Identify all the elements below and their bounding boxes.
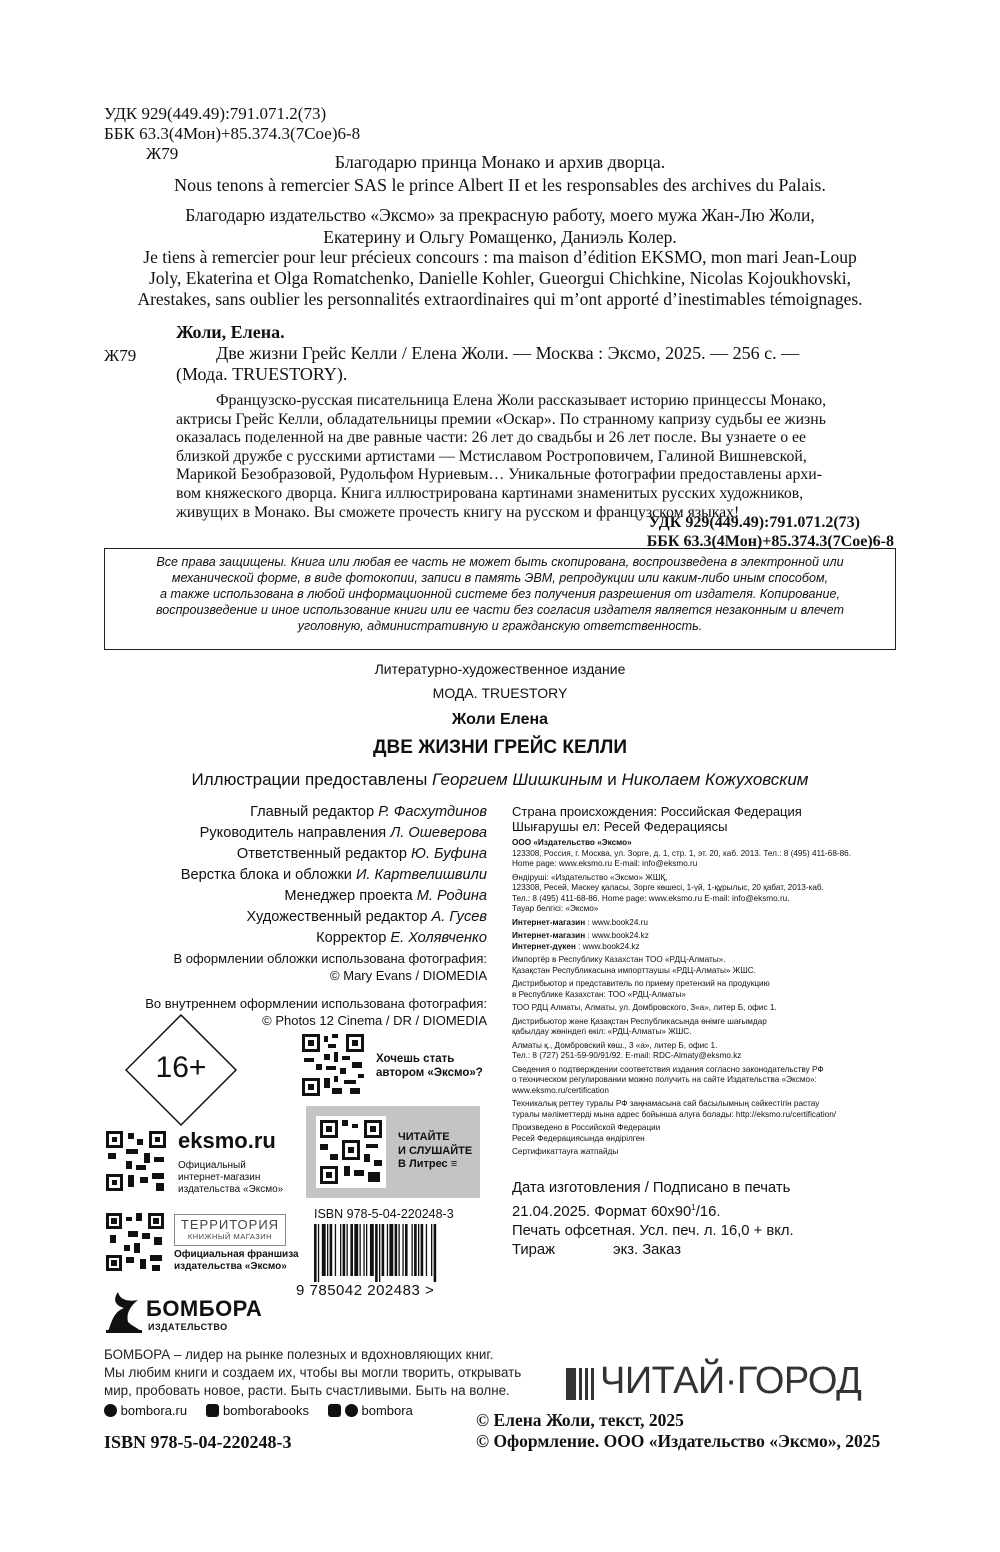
bombora-logo-text: БОМБОРА (146, 1296, 263, 1321)
barcode-bar (354, 1224, 358, 1276)
barcode-bar (387, 1224, 388, 1276)
cover-photo-credit: © Mary Evans / DIOMEDIA (330, 968, 487, 983)
bombora-site-link[interactable]: bombora.ru (120, 1403, 188, 1418)
print-info (512, 1179, 794, 1260)
barcode-bar (318, 1224, 319, 1282)
territory-logo[interactable]: ТЕРРИТОРИЯ КНИЖНЫЙ МАГАЗИН (174, 1214, 286, 1246)
barcode-bar (347, 1224, 348, 1276)
annotation-line: Марикой Безобразовой, Рудольфом Нуриевым… Уникальные фотографии предоставлены архи- (176, 466, 822, 484)
barcode-bar (434, 1224, 437, 1282)
bombora-logo-sub: ИЗДАТЕЛЬСТВО (148, 1322, 228, 1332)
annotation-line: актрисы Грейс Келли, обладательницы премии «Оскар». По странному капризу судьбы ее жизнь (176, 410, 826, 428)
edition-type: Литературно-художественное издание (374, 661, 626, 677)
eksmo-qr-icon[interactable] (106, 1131, 166, 1191)
bombora-slogan: БОМБОРА – лидер на рынке полезных и вдохновляющих книг. Мы любим книги и создаем их, чтобы вы могли творить, открывать мир, пробовать новое, расти. Быть счастливыми. Быть на волне. (104, 1347, 522, 1398)
publisher-info-line: Тауар белгісі: «Эксмо» (512, 904, 599, 913)
publisher-info-line: Тел.: 8 (727) 251-59-90/91/92. E-mail: RDC-Almaty@eksmo.kz (512, 1051, 742, 1060)
staff-row: Художественный редактор А. Гусев (246, 909, 487, 925)
print-date-label: Дата изготовления / Подписано в печать (512, 1180, 791, 1196)
annotation-line: вом княжеского дворца. Книга иллюстрирована картинами знаменитых русских художников, (176, 484, 804, 502)
author-qr-icon[interactable] (302, 1034, 364, 1096)
catalog-entry-line1: Две жизни Грейс Келли / Елена Жоли. — Москва : Эксмо, 2025. — 256 с. — (216, 343, 800, 363)
isbn-bottom: ISBN 978-5-04-220248-3 (104, 1432, 292, 1452)
annotation-line: близкой дружбе с русскими артистами — Мстиславом Ростроповичем, Галиной Вишневской, (176, 447, 807, 465)
copyright-text: © Елена Жоли, текст, 2025 (476, 1410, 684, 1430)
print-format: 21.04.2025. Формат $60х90^1/16$. (512, 1203, 721, 1220)
globe-icon (104, 1404, 117, 1417)
publisher-info-line: Импортёр в Республику Казахстан ТОО «РДЦ-Алматы». (512, 955, 726, 964)
publisher-info-line: Тел.: 8 (495) 411-68-86. Home page: www.eksmo.ru E-mail: info@eksmo.ru. (512, 893, 790, 903)
publisher-info-line: 123308, Россия, г. Москва, ул. Зорге, д. 1, стр. 1, эт. 20, каб. 2013. Тел.: 8 (495) 411-68-86. (512, 848, 851, 858)
inner-photo-label: Во внутреннем оформлении использована фотография: (145, 996, 487, 1011)
edition-author: Жоли Елена (451, 711, 549, 728)
barcode-bar (426, 1224, 427, 1276)
annotation-line: оказалась поделенной на две равные части: 26 лет до свадьбы и 26 лет после. Вы узнаете о ее (176, 429, 807, 447)
catalog-author: Жоли, Елена. (176, 322, 285, 342)
thanks-fr-2-line2: Joly, Ekaterina et Olga Romatchenko, Danielle Kohler, Gueorgui Chichkine, Nicolas Kojoukhovski, (148, 268, 852, 288)
bombora-links (104, 1403, 413, 1418)
publisher-info-line: Өндіруші: «Издательство «Эксмо» ЖШҚ, (512, 872, 668, 882)
bbk-top: ББК 63.3(4Мон)+85.374.3(7Сое)6-8 (104, 124, 361, 143)
barcode-bar (379, 1224, 380, 1282)
publisher-info (512, 838, 902, 1158)
annotation (176, 392, 896, 522)
edition-series: МОДА. TRUESTORY (432, 685, 568, 701)
publisher-info-line: Сертификаттауға жатпайды (512, 1147, 619, 1156)
publisher-info-line: 123308, Ресей, Мәскеу қаласы, Зорге көшесі, 1-үй, 1-құрылыс, 20 қабат, 2013-каб. (512, 883, 824, 892)
barcode-bar (340, 1224, 341, 1276)
publisher-info-line: қабылдау жөніндегі өкіл: «РДЦ-Алматы» ЖШС. (512, 1027, 692, 1036)
bbk-bottom: ББК 63.3(4Мон)+85.374.3(7Сое)6-8 (646, 533, 894, 550)
publisher-info-line: Қазақстан Республикасына импорттаушы «РДЦ-Алматы» ЖШС. (512, 965, 756, 975)
illustrations-credit: Иллюстрации предоставлены Георгием Шишкиным и Николаем Кожуховским (191, 770, 809, 789)
barcode-bar (350, 1224, 353, 1276)
rights-notice-text: Все права защищены. Книга или любая ее часть не может быть скопирована, воспроизведена в электронной или механической форме, в виде фотокопии, записи в память ЭВМ, репродукции или каким-либо иным способом, а также использована в любой информационной системе без получения разрешения от издателя. Копирование, воспроизведение и иное использование книги или ее части без согласия издателя является незаконным и влечет уголовную, административную и гражданскую ответственность. (155, 555, 845, 633)
publisher-info-line: Алматы қ., Домбровский көш., 3 «а», литер Б, офис 1. (512, 1040, 718, 1050)
publisher-info-line: туралы мәліметтерді мына адрес бойынша алуға болады: http://eksmo.ru/certification/ (512, 1109, 837, 1119)
publisher-info-line: www.eksmo.ru/certification (512, 1085, 609, 1095)
barcode-bar (405, 1224, 408, 1276)
barcode-bar (335, 1224, 336, 1276)
staff-row: Корректор Е. Холявченко (316, 930, 487, 946)
barcode-bar (375, 1224, 378, 1282)
rights-notice-box (104, 548, 896, 650)
chitai-gorod-logo: ЧИТАЙ·ГОРОД (600, 1360, 862, 1402)
barcode-bar (330, 1224, 333, 1276)
print-run: Тираж экз. Заказ (512, 1241, 682, 1258)
udk-top: УДК 929(449.49):791.071.2(73) (104, 104, 327, 123)
barcode-bar (360, 1224, 361, 1276)
barcode-bar (370, 1224, 374, 1276)
publisher-info-line: Home page: www.eksmo.ru E-mail: info@eksmo.ru (512, 859, 698, 868)
origin-info: Страна происхождения: Российская Федерация Шығарушы ел: Ресей Федерациясы (512, 804, 802, 834)
barcode-bar (322, 1224, 326, 1276)
age-rating-text: 16+ (155, 1051, 207, 1084)
barcode-bar (399, 1224, 400, 1276)
barcode-bar (431, 1224, 432, 1276)
bombora-vk-link[interactable]: bomborabooks (222, 1403, 309, 1418)
publisher-info-line: в Республике Казахстан: ТОО «РДЦ-Алматы» (512, 989, 686, 999)
barcode-bar (314, 1224, 317, 1282)
publisher-info-line: Дистрибьютор және Қазақстан Республикасында өнімге шағымдар (512, 1016, 767, 1026)
eksmo-site[interactable]: eksmo.ru (178, 1128, 276, 1153)
barcode-bar (343, 1224, 346, 1276)
cover-photo-label: В оформлении обложки использована фотография: (173, 951, 487, 966)
litres-promo[interactable] (306, 1106, 480, 1198)
inner-photo-credit: © Photos 12 Cinema / DR / DIOMEDIA (262, 1013, 487, 1028)
litres-text: ЧИТАЙТЕ И СЛУШАЙТЕ В Литрес ≡ (398, 1131, 473, 1170)
franchise-text: Официальная франшиза издательства «Эксмо» (174, 1249, 299, 1272)
barcode-bar (366, 1224, 367, 1276)
publisher-info-line: Ресей Федерациясында өндірілген (512, 1133, 645, 1143)
publisher-info-line: Интернет-дүкен : www.book24.kz (512, 941, 640, 951)
staff-row: Главный редактор Р. Фасхутдинов (250, 804, 487, 820)
publisher-info-line: Интернет-магазин : www.book24.kz (512, 931, 649, 940)
print-type: Печать офсетная. Усл. печ. л. 16,0 + вкл. (512, 1222, 794, 1239)
staff-row: Руководитель направления Л. Ошеверова (199, 825, 487, 841)
thanks-ru-1: Благодарю принца Монако и архив дворца. (334, 152, 666, 172)
age-rating-badge (124, 1013, 238, 1127)
territory-qr-icon[interactable] (106, 1213, 164, 1271)
litres-qr-icon[interactable] (316, 1116, 386, 1188)
thanks-fr-1: Nous tenons à remercier SAS le prince Albert II et les responsables des archives du Palais. (174, 175, 826, 195)
publisher-info-line: Произведено в Российской Федерации (512, 1123, 661, 1132)
annotation-line: Французско-русская писательница Елена Жоли рассказывает историю принцессы Монако, (216, 392, 827, 409)
barcode-bar (382, 1224, 385, 1276)
barcode-icon (312, 1224, 478, 1282)
catalog-mark: Ж79 (104, 346, 137, 365)
barcode-digits: 9 785042 202483 > (296, 1282, 435, 1299)
thanks-fr-2-line3: Arestakes, sans oublier les personnalités extraordinaires qui m’ont apporté d’inestimables témoignages. (137, 289, 863, 309)
copyright-design: © Оформление. ООО «Издательство «Эксмо», 2025 (476, 1431, 881, 1451)
illustrator-1: Георгием Шишкиным (432, 770, 603, 789)
staff-row: Ответственный редактор Ю. Буфина (236, 846, 487, 862)
publisher-info-line: Интернет-магазин : www.book24.ru (512, 917, 648, 927)
barcode-bar (389, 1224, 393, 1276)
staff-list (181, 802, 487, 949)
staff-row: Верстка блока и обложки И. Картвелишвили (180, 867, 487, 883)
thanks-ru-2-line1: Благодарю издательство «Эксмо» за прекрасную работу, моего мужа Жан-Лю Жоли, (185, 205, 815, 225)
bombora-wave-icon (104, 1286, 144, 1334)
annotation-line: живущих в Монако. Вы сможете прочесть книгу на русском и французском языках! (176, 503, 740, 521)
eksmo-desc: Официальный интернет-магазин издательства «Эксмо» (178, 1160, 284, 1195)
barcode-isbn: ISBN 978-5-04-220248-3 (314, 1207, 454, 1221)
author-cta[interactable]: Хочешь стать автором «Эксмо»? (376, 1053, 483, 1079)
barcode-bar (421, 1224, 424, 1276)
illustrator-2: Николаем Кожуховским (621, 770, 809, 789)
plus-icon (328, 1404, 341, 1417)
telegram-icon (345, 1404, 358, 1417)
staff-row: Менеджер проекта М. Родина (284, 888, 487, 904)
barcode-bar (418, 1224, 419, 1276)
publisher-info-line: ООО «Издательство «Эксмо» (512, 838, 632, 847)
chitai-gorod-icon (566, 1368, 596, 1400)
catalog-entry-line2: (Мода. TRUESTORY). (176, 364, 348, 384)
edition-title: ДВЕ ЖИЗНИ ГРЕЙС КЕЛЛИ (373, 737, 627, 758)
barcode-bar (414, 1224, 417, 1276)
bombora-tg-link[interactable]: bombora (361, 1403, 413, 1418)
barcode-bar (327, 1224, 328, 1276)
vk-icon (206, 1404, 219, 1417)
publisher-info-line: о техническом регулировании можно получить на сайте Издательства «Эксмо»: (512, 1075, 817, 1084)
publisher-info-line: Техникалық реттеу туралы РФ заңнамасына сай басылымның сәйкестігін растау (512, 1099, 820, 1108)
publisher-info-line: ТОО РДЦ Алматы, Алматы, ул. Домбровского, 3«а», литер Б, офис 1. (512, 1003, 777, 1012)
barcode-bar (402, 1224, 403, 1276)
thanks-fr-2-line1: Je tiens à remercier pour leur précieux concours : ma maison d’édition EKSMO, mon mari Jean-Loup (143, 247, 857, 267)
publisher-info-line: Сведения о подтверждении соответствия издания согласно законодательству РФ (512, 1064, 824, 1074)
thanks-ru-2-line2: Екатерину и Ольгу Ромащенко, Даниэль Колер. (323, 227, 677, 247)
author-mark-top: Ж79 (146, 144, 179, 163)
copyright (476, 1410, 880, 1452)
barcode-bar (412, 1224, 413, 1276)
barcode-bar (395, 1224, 398, 1276)
udk-bottom: УДК 929(449.49):791.071.2(73) (648, 514, 860, 531)
barcode-bar (363, 1224, 364, 1276)
publisher-info-line: Дистрибьютор и представитель по приему претензий на продукцию (512, 979, 770, 988)
